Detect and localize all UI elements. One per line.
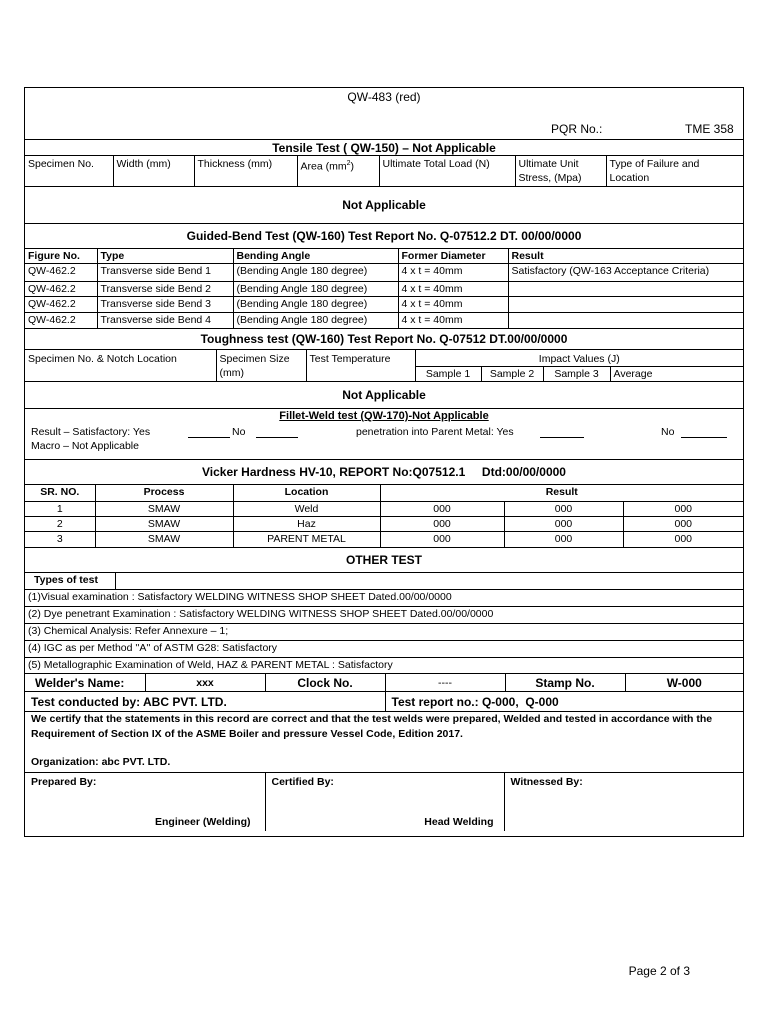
tensile-not-applicable: Not Applicable [25, 187, 743, 224]
other-test-item: (3) Chemical Analysis: Refer Annexure – 1; [25, 623, 743, 640]
signatures [25, 773, 743, 831]
toughness-sample-3: Sample 3 [543, 367, 610, 383]
bend-result: Satisfactory (QW-163 Acceptance Criteria) [508, 264, 743, 282]
pqr-label: PQR No.: [551, 122, 603, 136]
fillet-section [25, 409, 743, 460]
bend-fig: QW-462.2 [25, 282, 97, 297]
clock-label: Clock No. [265, 674, 385, 691]
tensile-col-specimen: Specimen No. [25, 156, 113, 187]
list-item [25, 640, 743, 657]
organization: Organization: abc PVT. LTD. [31, 756, 171, 768]
bend-title: Guided-Bend Test (QW-160) Test Report No. Q-07512.2 DT. 00/00/0000 [25, 224, 743, 249]
bend-type: Transverse side Bend 1 [97, 264, 233, 282]
other-test-title: OTHER TEST [25, 548, 743, 573]
hardness-result-3: 000 [623, 516, 743, 531]
pqr-form [24, 87, 744, 837]
fillet-yes-blank [188, 437, 230, 438]
hardness-col-result: Result [380, 485, 743, 501]
bend-angle: (Bending Angle 180 degree) [233, 297, 398, 313]
tensile-col-stress: Ultimate Unit Stress, (Mpa) [515, 156, 606, 187]
fillet-penetration-label: penetration into Parent Metal: Yes [356, 426, 514, 438]
hardness-col-process: Process [95, 485, 233, 501]
toughness-col-impact: Impact Values (J) [415, 350, 743, 367]
bend-col-type: Type [97, 249, 233, 264]
list-item [25, 657, 743, 674]
conducted-row [25, 692, 743, 712]
hardness-process: SMAW [95, 501, 233, 516]
conducted-label: Test conducted by: ABC PVT. LTD. [25, 692, 385, 711]
tensile-table [25, 156, 743, 187]
toughness-not-applicable: Not Applicable [25, 382, 743, 409]
form-code: QW-483 (red) [347, 90, 421, 104]
bend-type: Transverse side Bend 2 [97, 282, 233, 297]
hardness-result-1: 000 [380, 501, 504, 516]
stamp-value: W-000 [625, 674, 743, 691]
toughness-col-size: Specimen Size (mm) [216, 350, 306, 382]
toughness-table [25, 350, 743, 382]
hardness-location: Weld [233, 501, 380, 516]
other-test-table [25, 573, 743, 674]
list-item [25, 606, 743, 623]
types-of-test-value [115, 573, 743, 589]
page-number: Page 2 of 3 [628, 964, 690, 978]
tensile-col-failure: Type of Failure and Location [606, 156, 743, 187]
bend-table [25, 249, 743, 329]
bend-col-diameter: Former Diameter [398, 249, 508, 264]
list-item [25, 623, 743, 640]
bend-angle: (Bending Angle 180 degree) [233, 313, 398, 330]
bend-result [508, 282, 743, 297]
welder-name-value: xxx [145, 674, 265, 691]
bend-diameter: 4 x t = 40mm [398, 297, 508, 313]
certified-role: Head Welding [424, 816, 494, 828]
hardness-result-2: 000 [504, 516, 623, 531]
tensile-col-area: Area $(mm^2)$ [297, 156, 379, 187]
hardness-result-2: 000 [504, 501, 623, 516]
hardness-result-1: 000 [380, 516, 504, 531]
tensile-col-load: Ultimate Total Load (N) [379, 156, 515, 187]
table-row [25, 531, 743, 547]
prepared-role: Engineer (Welding) [155, 816, 251, 828]
hardness-process: SMAW [95, 531, 233, 547]
form-header [25, 88, 743, 140]
hardness-result-1: 000 [380, 531, 504, 547]
stamp-label: Stamp No. [505, 674, 625, 691]
fillet-no2-label: No [661, 426, 675, 438]
other-test-item: (5) Metallographic Examination of Weld, HAZ & PARENT METAL : Satisfactory [25, 657, 743, 674]
hardness-col-location: Location [233, 485, 380, 501]
toughness-sample-2: Sample 2 [481, 367, 543, 383]
bend-type: Transverse side Bend 4 [97, 313, 233, 330]
tensile-col-thickness: Thickness (mm) [194, 156, 297, 187]
hardness-result-3: 000 [623, 501, 743, 516]
certified-block [265, 773, 504, 831]
bend-angle: (Bending Angle 180 degree) [233, 282, 398, 297]
prepared-block [25, 773, 265, 831]
table-row [25, 297, 743, 313]
clock-value: ---- [385, 674, 505, 691]
bend-fig: QW-462.2 [25, 264, 97, 282]
table-row [25, 313, 743, 330]
bend-result [508, 313, 743, 330]
hardness-sr: 2 [25, 516, 95, 531]
welder-row [25, 674, 743, 692]
welder-name-label: Welder's Name: [25, 674, 145, 691]
table-row [25, 501, 743, 516]
toughness-average: Average [610, 367, 743, 383]
fillet-result-label: Result – Satisfactory: Yes [31, 426, 151, 438]
test-report-label: Test report no.: [391, 694, 479, 709]
hardness-result-3: 000 [623, 531, 743, 547]
fillet-no2-blank [681, 437, 727, 438]
list-item [25, 589, 743, 606]
toughness-col-temp: Test Temperature [306, 350, 415, 382]
toughness-sample-1: Sample 1 [415, 367, 481, 383]
tensile-title: Tensile Test ( QW-150) – Not Applicable [25, 140, 743, 156]
certified-label: Certified By: [271, 776, 334, 788]
hardness-table [25, 485, 743, 548]
types-of-test-label: Types of test [25, 573, 115, 589]
bend-fig: QW-462.2 [25, 297, 97, 313]
bend-fig: QW-462.2 [25, 313, 97, 330]
hardness-result-2: 000 [504, 531, 623, 547]
bend-angle: (Bending Angle 180 degree) [233, 264, 398, 282]
hardness-col-sr: SR. NO. [25, 485, 95, 501]
hardness-sr: 3 [25, 531, 95, 547]
other-test-item: (2) Dye penetrant Examination : Satisfactory WELDING WITNESS SHOP SHEET Dated.00/00/0000 [25, 606, 743, 623]
table-row [25, 516, 743, 531]
test-report-value: Q-000, Q-000 [481, 694, 559, 709]
bend-type: Transverse side Bend 3 [97, 297, 233, 313]
certification [25, 712, 743, 773]
hardness-location: Haz [233, 516, 380, 531]
fillet-no-label: No [232, 426, 246, 438]
hardness-process: SMAW [95, 516, 233, 531]
tensile-col-width: Width (mm) [113, 156, 194, 187]
hardness-location: PARENT METAL [233, 531, 380, 547]
fillet-no-blank [256, 437, 298, 438]
toughness-col-specimen: Specimen No. & Notch Location [25, 350, 216, 382]
bend-diameter: 4 x t = 40mm [398, 313, 508, 330]
witnessed-label: Witnessed By: [510, 776, 583, 788]
fillet-penetration-blank [540, 437, 584, 438]
table-row [25, 282, 743, 297]
bend-col-figure: Figure No. [25, 249, 97, 264]
witnessed-block [504, 773, 743, 831]
hardness-sr: 1 [25, 501, 95, 516]
bend-col-angle: Bending Angle [233, 249, 398, 264]
prepared-label: Prepared By: [31, 776, 97, 788]
fillet-macro-label: Macro – Not Applicable [31, 440, 139, 452]
bend-diameter: 4 x t = 40mm [398, 264, 508, 282]
fillet-title: Fillet-Weld test (QW-170)-Not Applicable [279, 410, 489, 422]
toughness-title: Toughness test (QW-160) Test Report No. Q-07512 DT.00/00/0000 [25, 329, 743, 350]
hardness-title: Vicker Hardness HV-10, REPORT No:Q07512.1 Dtd:00/00/0000 [25, 460, 743, 485]
pqr-value: TME 358 [685, 122, 734, 136]
bend-diameter: 4 x t = 40mm [398, 282, 508, 297]
table-row [25, 264, 743, 282]
bend-result [508, 297, 743, 313]
other-test-item: (1)Visual examination : Satisfactory WELDING WITNESS SHOP SHEET Dated.00/00/0000 [25, 589, 743, 606]
certification-text: We certify that the statements in this record are correct and that the test welds were prepared, Welded and tested in accordance with the Requirement of Section IX of the ASME Boiler and pressure Vessel Code, Edition 2017. [31, 713, 713, 740]
test-report-cell [385, 692, 743, 711]
other-test-item: (4) IGC as per Method ''A'' of ASTM G28: Satisfactory [25, 640, 743, 657]
bend-col-result: Result [508, 249, 743, 264]
